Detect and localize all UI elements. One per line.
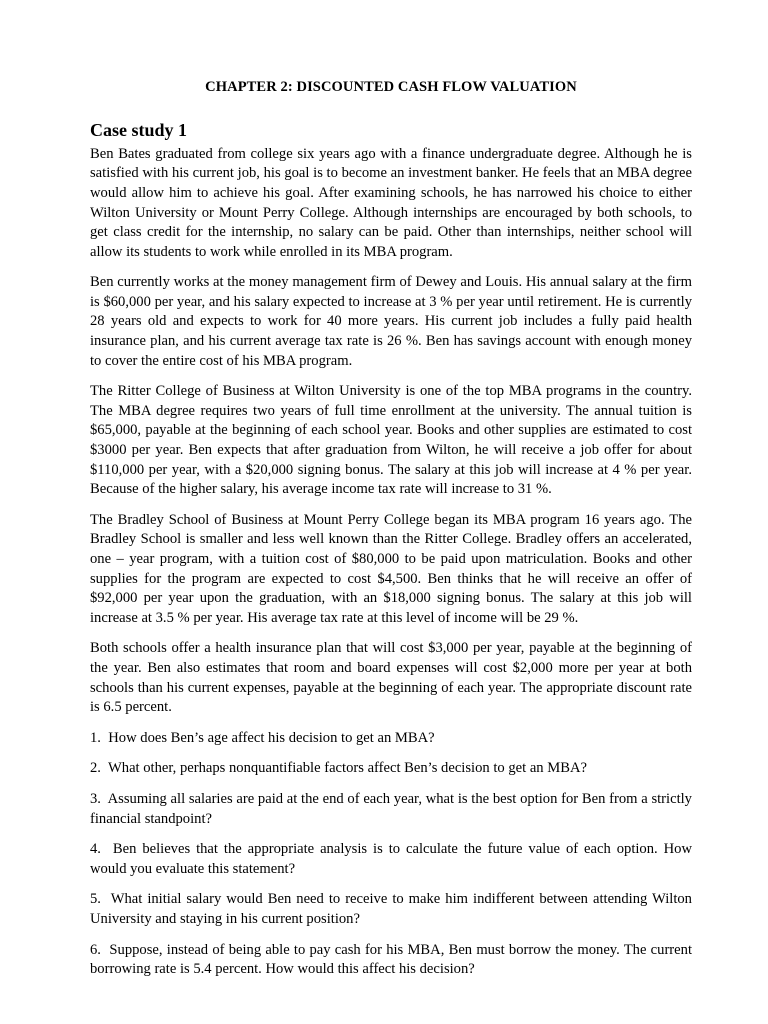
question-item <box>90 729 692 749</box>
section-heading-case-study: Case study 1 <box>90 120 188 141</box>
question-text: What initial salary would Ben need to receive to make him indifferent between attending Wilton University and staying in his current position? <box>90 891 692 927</box>
paragraph: The Bradley School of Business at Mount Perry College began its MBA program 16 years ago. The Bradley School is smaller and less well known than the Ritter College. Bradley offers an accelerated, one – year program, with a tuition cost of $80,000 to be paid upon matriculation. Books and other supplies for the program are expected to cost $4,500. Ben thinks that he will receive an offer of $92,000 per year upon the graduation, with an $18,000 signing bonus. The salary at this job will increase at 3.5 % per year. His average tax rate at this level of income will be 29 %. <box>90 511 692 626</box>
question-item <box>90 759 692 779</box>
question-text: What other, perhaps nonquantifiable factors affect Ben’s decision to get an MBA? <box>108 760 587 777</box>
document-content <box>90 78 692 980</box>
question-item <box>90 941 692 980</box>
paragraph: Both schools offer a health insurance plan that will cost $3,000 per year, payable at the beginning of the year. Ben also estimates that room and board expenses will cost $2,000 more per year at both schools than his current expenses, payable at the beginning of each year. The appropriate discount rate is 6.5 percent. <box>90 640 692 716</box>
chapter-title: CHAPTER 2: DISCOUNTED CASH FLOW VALUATION <box>205 79 577 95</box>
case-study-body <box>90 145 692 718</box>
question-text: Assuming all salaries are paid at the end of each year, what is the best option for Ben from a strictly financial standpoint? <box>90 790 692 827</box>
question-text: Suppose, instead of being able to pay cash for his MBA, Ben must borrow the money. The current borrowing rate is 5.4 percent. How would this affect his decision? <box>90 941 692 978</box>
question-list <box>90 729 692 980</box>
question-number: 6. <box>90 941 101 958</box>
question-number: 5. <box>90 891 101 908</box>
paragraph: The Ritter College of Business at Wilton University is one of the top MBA programs in the country. The MBA degree requires two years of full time enrollment at the university. The annual tuition is $65,000, payable at the beginning of each school year. Books and other supplies are estimated to cost $3000 per year. Ben expects that after graduation from Wilton, he will receive a job offer for about $110,000 per year, with a $20,000 signing bonus. The salary at this job will increase at 4 % per year. Because of the higher salary, his average income tax rate will increase to 31 %. <box>90 383 692 498</box>
question-text: Ben believes that the appropriate analysis is to calculate the future value of each option. How would you evaluate this statement? <box>90 841 692 877</box>
paragraph: Ben Bates graduated from college six years ago with a finance undergraduate degree. Although he is satisfied with his current job, his goal is to become an investment banker. He feels that an MBA degree would allow him to achieve his goal. After examining schools, he has narrowed his choice to either Wilton University or Mount Perry College. Although internships are encouraged by both schools, to get class credit for the internship, no salary can be paid. Other than internships, neither school will allow its students to work while enrolled in its MBA program. <box>90 145 692 260</box>
paragraph: Ben currently works at the money management firm of Dewey and Louis. His annual salary at the firm is $60,000 per year, and his salary expected to increase at 3 % per year until retirement. He is currently 28 years old and expects to work for 40 more years. His current job includes a fully paid health insurance plan, and his current average tax rate is 26 %. Ben has savings account with enough money to cover the entire cost of his MBA program. <box>90 274 692 369</box>
question-number: 1. <box>90 729 101 746</box>
question-item <box>90 790 692 829</box>
question-text: How does Ben’s age affect his decision to get an MBA? <box>108 729 435 746</box>
question-number: 3. <box>90 790 101 807</box>
question-number: 4. <box>90 841 101 858</box>
question-item <box>90 840 692 879</box>
question-item <box>90 890 692 929</box>
question-number: 2. <box>90 760 101 777</box>
